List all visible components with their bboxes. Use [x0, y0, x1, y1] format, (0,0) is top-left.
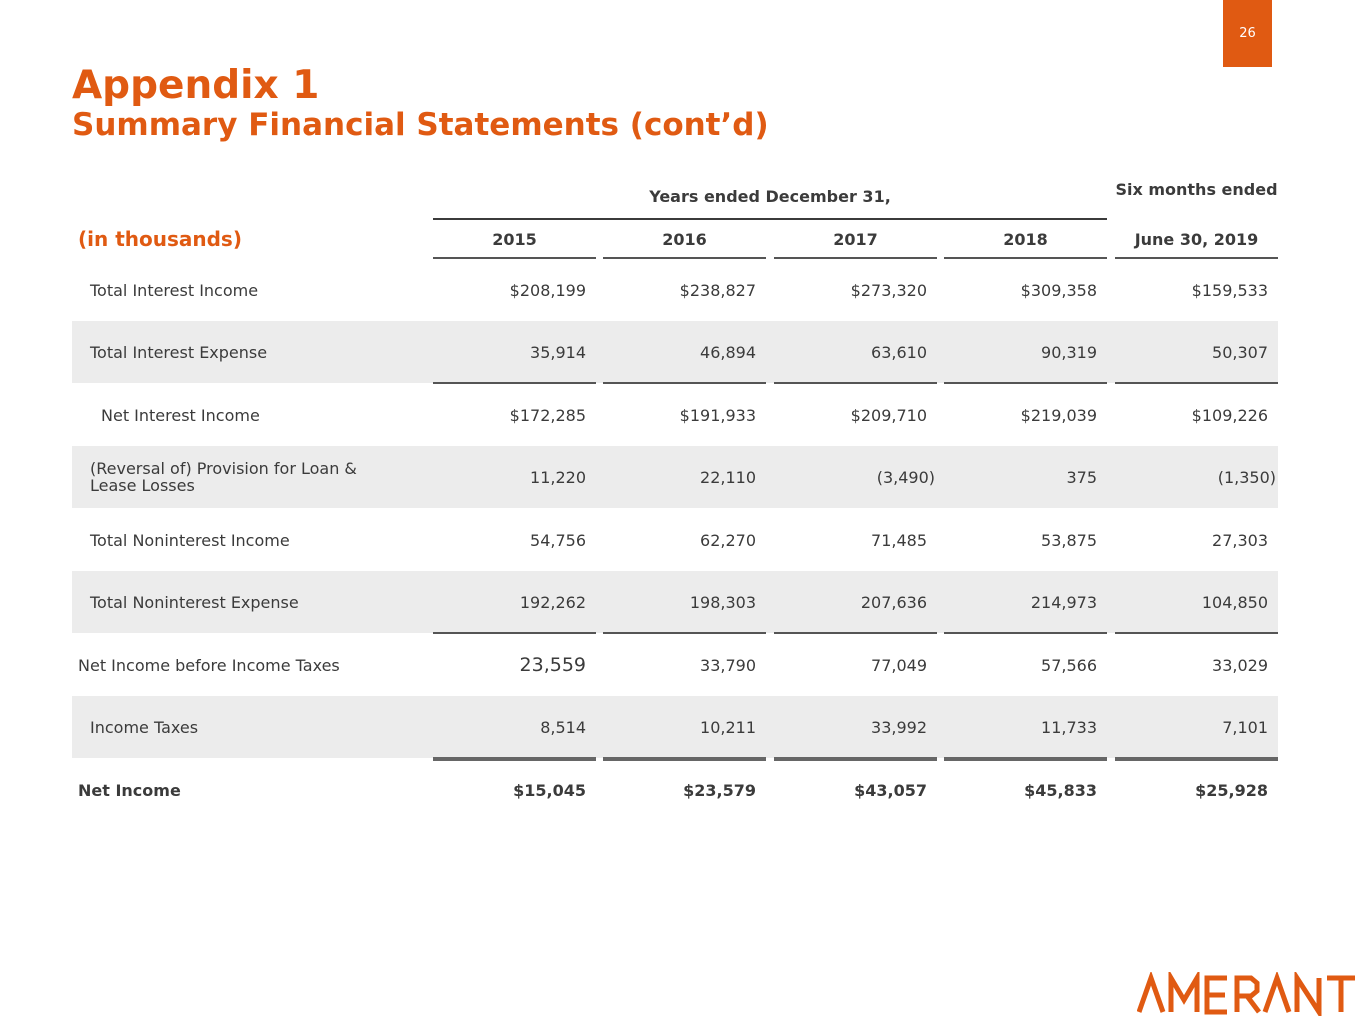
row-label: Net Income before Income Taxes [78, 655, 340, 675]
cell-value: 54,756 [530, 530, 586, 550]
header-divider [433, 218, 1107, 220]
column-header-2017: 2017 [833, 230, 878, 249]
cell-value: 46,894 [700, 342, 756, 362]
cell-value: 62,270 [700, 530, 756, 550]
page-number: 26 [1223, 0, 1272, 67]
row-label: Net Interest Income [101, 405, 260, 425]
table-row [72, 384, 1278, 446]
table-row-total [72, 759, 1278, 821]
cell-value: $191,933 [679, 405, 756, 425]
cell-value: 8,514 [540, 717, 586, 737]
amerant-logo [1137, 972, 1357, 1016]
cell-value: 53,875 [1041, 530, 1097, 550]
cell-value: 23,559 [519, 654, 586, 676]
cell-value: (3,490) [876, 467, 935, 487]
cell-value: $208,199 [509, 280, 586, 300]
years-ended-header: Years ended December 31, [649, 187, 891, 206]
row-label: Total Interest Expense [90, 342, 268, 362]
row-label: Total Interest Income [90, 280, 259, 300]
row-label: (Reversal of) Provision for Loan & Lease Losses [90, 459, 357, 495]
cell-value: 71,485 [871, 530, 927, 550]
page-subtitle: Summary Financial Statements (cont’d) [72, 107, 769, 143]
cell-value: 50,307 [1212, 342, 1268, 362]
table-row [72, 321, 1278, 383]
cell-value: $238,827 [679, 280, 756, 300]
row-label: Total Noninterest Expense [90, 592, 299, 612]
cell-value: 10,211 [700, 717, 756, 737]
row-label: Income Taxes [90, 717, 199, 737]
cell-value: (1,350) [1217, 467, 1276, 487]
cell-value: 33,029 [1212, 655, 1268, 675]
cell-value: 57,566 [1041, 655, 1097, 675]
table-row [72, 509, 1278, 571]
cell-value: $219,039 [1020, 405, 1097, 425]
cell-value: 207,636 [860, 592, 927, 612]
cell-value: $15,045 [513, 780, 586, 800]
cell-value: $172,285 [509, 405, 586, 425]
table-row [72, 446, 1278, 508]
six-months-header: Six months ended [1115, 180, 1278, 199]
cell-value: 375 [1066, 467, 1097, 487]
column-header-june-2019: June 30, 2019 [1134, 230, 1259, 249]
cell-value: 33,790 [700, 655, 756, 675]
cell-value: $43,057 [854, 780, 927, 800]
cell-value: 22,110 [700, 467, 756, 487]
cell-value: 7,101 [1222, 717, 1268, 737]
cell-value: 11,733 [1041, 717, 1097, 737]
column-header-2015: 2015 [492, 230, 537, 249]
table-row [72, 571, 1278, 633]
cell-value: 35,914 [530, 342, 586, 362]
table-row [72, 259, 1278, 321]
cell-value: 192,262 [519, 592, 586, 612]
cell-value: 214,973 [1030, 592, 1097, 612]
cell-value: $45,833 [1024, 780, 1097, 800]
cell-value: 90,319 [1041, 342, 1097, 362]
cell-value: 104,850 [1201, 592, 1268, 612]
cell-value: 63,610 [871, 342, 927, 362]
table-row [72, 696, 1278, 758]
cell-value: 198,303 [689, 592, 756, 612]
row-label: Total Noninterest Income [90, 530, 290, 550]
cell-value: $273,320 [850, 280, 927, 300]
cell-value: 33,992 [871, 717, 927, 737]
cell-value: $23,579 [683, 780, 756, 800]
cell-value: $25,928 [1195, 780, 1268, 800]
cell-value: 27,303 [1212, 530, 1268, 550]
row-label: Net Income [78, 780, 181, 800]
cell-value: $209,710 [850, 405, 927, 425]
cell-value: 11,220 [530, 467, 586, 487]
page-title: Appendix 1 [72, 63, 320, 108]
units-label: (in thousands) [78, 227, 242, 251]
column-header-2018: 2018 [1003, 230, 1048, 249]
cell-value: 77,049 [871, 655, 927, 675]
cell-value: $309,358 [1020, 280, 1097, 300]
cell-value: $159,533 [1191, 280, 1268, 300]
table-row [72, 634, 1278, 696]
cell-value: $109,226 [1191, 405, 1268, 425]
column-header-2016: 2016 [662, 230, 707, 249]
